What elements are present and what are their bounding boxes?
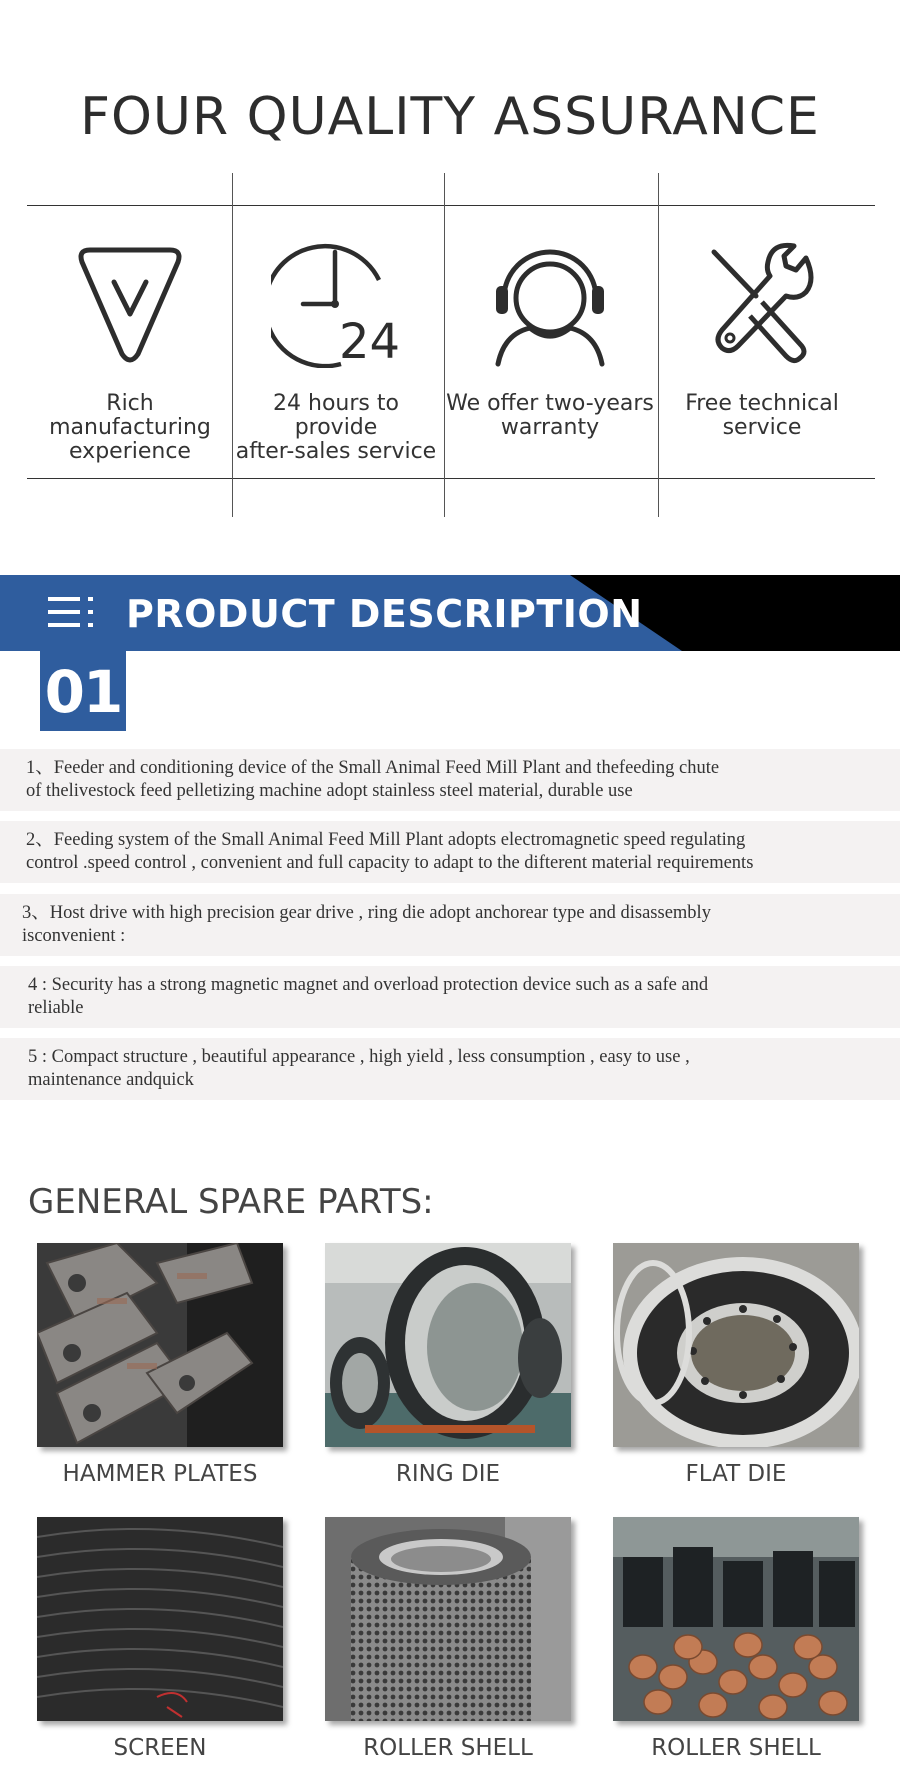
feature-label: Rich manufacturing experience <box>49 391 211 464</box>
roller-shell-image <box>325 1517 571 1721</box>
spare-part-roller-shell-1 <box>325 1517 571 1761</box>
feature-label: Free technical service <box>685 391 839 440</box>
spare-part-screen <box>37 1517 283 1761</box>
spare-parts-title: GENERAL SPARE PARTS: <box>28 1182 434 1223</box>
description-text: 5 : Compact structure , beautiful appearance , high yield , less consumption , easy to use , maintenance andquick <box>28 1047 690 1090</box>
feature-technical <box>657 240 867 440</box>
description-item <box>0 894 900 956</box>
wrench-screwdriver-icon <box>702 240 822 368</box>
description-text: 1、Feeder and conditioning device of the Small Animal Feed Mill Plant and thefeeding chute of thelivestock feed pelletizing machine adopt stainless steel material, durable use <box>26 758 720 801</box>
spare-part-caption: RING DIE <box>395 1461 501 1487</box>
feature-label: 24 hours to provide after-sales service <box>235 391 437 464</box>
description-item <box>0 966 900 1028</box>
spare-part-caption: ROLLER SHELL <box>363 1735 533 1761</box>
description-text: 2、Feeding system of the Small Animal Feed Mill Plant adopts electromagnetic speed regulating control .speed control , convenient and full capacity to adapt to the difterent material requirements <box>26 830 754 873</box>
description-item <box>0 821 900 883</box>
roller-shell-warehouse-image <box>613 1517 859 1721</box>
description-item <box>0 749 900 811</box>
description-text: 3、Host drive with high precision gear drive , ring die adopt anchorear type and disassembly isconvenient : <box>22 903 711 946</box>
banner-title: PRODUCT DESCRIPTION <box>126 592 643 636</box>
feature-warranty <box>445 240 655 440</box>
spare-part-flat-die <box>613 1243 859 1487</box>
list-icon <box>48 597 98 629</box>
divider <box>27 478 875 479</box>
feature-manufacturing <box>25 240 235 464</box>
headset-support-icon <box>490 240 610 368</box>
triangle-check-icon <box>72 240 188 368</box>
description-text: 4 : Security has a strong magnetic magnet and overload protection device such as a safe and reliable <box>28 975 709 1018</box>
spare-part-caption: HAMMER PLATES <box>62 1461 258 1487</box>
divider <box>27 205 875 206</box>
ring-die-image <box>325 1243 571 1447</box>
clock-24-icon <box>271 240 401 368</box>
spare-part-caption: FLAT DIE <box>685 1461 787 1487</box>
feature-label: We offer two-years warranty <box>446 391 654 440</box>
clock-24-text: 24 <box>339 314 401 368</box>
screen-image <box>37 1517 283 1721</box>
section-number: 01 <box>40 651 126 731</box>
spare-part-roller-shell-2 <box>613 1517 859 1761</box>
feature-after-sales <box>231 240 441 464</box>
flat-die-image <box>613 1243 859 1447</box>
description-item <box>0 1038 900 1100</box>
product-description-banner <box>0 575 900 651</box>
spare-part-hammer-plates <box>37 1243 283 1487</box>
spare-part-ring-die <box>325 1243 571 1487</box>
spare-part-caption: ROLLER SHELL <box>651 1735 821 1761</box>
hammer-plates-image <box>37 1243 283 1447</box>
spare-part-caption: SCREEN <box>113 1735 207 1761</box>
page-title: FOUR QUALITY ASSURANCE <box>80 86 820 147</box>
